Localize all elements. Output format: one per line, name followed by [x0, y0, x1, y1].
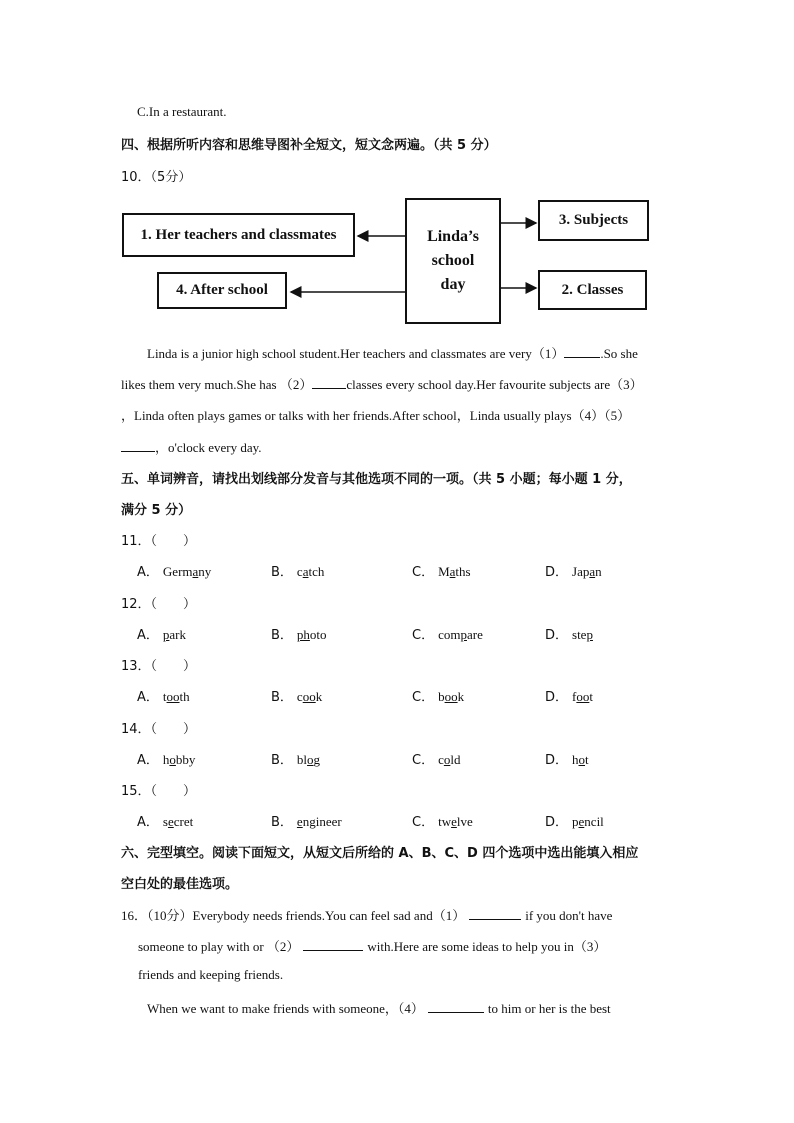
question-number: 12．（ ） — [121, 596, 197, 612]
q9-option-c: C.In a restaurant. — [137, 104, 227, 119]
question-number: 15．（ ） — [121, 784, 197, 799]
diagram-box-teachers: 1. Her teachers and classmates — [122, 213, 355, 257]
q16-blank-2[interactable] — [303, 939, 363, 951]
q16-line-1: 16．（10分）Everybody needs friends.You can feel sad and（1） if you don't have — [121, 908, 613, 923]
option-a[interactable]: A． tooth — [137, 689, 190, 705]
diagram-center-box — [405, 198, 501, 324]
passage-line-3: ，Linda often plays games or talks with her friends.After school，Linda usually plays（4）（5） — [121, 408, 631, 423]
blank-1[interactable] — [564, 346, 600, 358]
option-b[interactable]: B． cook — [271, 689, 323, 705]
option-d[interactable]: D． Japan — [545, 564, 602, 580]
option-b[interactable]: B． engineer — [271, 814, 342, 830]
diagram-arrows — [0, 0, 794, 340]
q10-label: 10．（5分） — [121, 170, 192, 185]
section6-title-2: 空白处的最佳选项。 — [121, 877, 239, 892]
option-c[interactable]: C． twelve — [412, 814, 473, 830]
q16-line-4: When we want to make friends with someone，（4） to him or her is the best — [147, 1001, 611, 1016]
option-c[interactable]: C． cold — [412, 751, 461, 768]
center-line-3: day — [440, 276, 466, 293]
option-c[interactable]: C． book — [412, 689, 465, 705]
section5-title-2: 满分 5 分） — [121, 503, 192, 518]
option-b[interactable]: B． catch — [271, 564, 325, 580]
passage-line-2: likes them very much.She has （2） classes every school day.Her favourite subjects are（3） — [121, 377, 643, 392]
diagram-box-after-school: 4. After school — [157, 272, 287, 309]
q16-line-3: friends and keeping friends. — [138, 967, 284, 982]
q16-blank-4[interactable] — [428, 1001, 484, 1013]
section5-title-1: 五、单词辨音，请找出划线部分发音与其他选项不同的一项。（共 5 小题；每小题 1 分， — [121, 472, 632, 487]
option-d[interactable]: D． pencil — [545, 814, 604, 830]
blank-2[interactable] — [312, 377, 346, 389]
option-a[interactable]: A． Germany — [137, 564, 212, 580]
option-d[interactable]: D． step — [545, 626, 593, 643]
passage-line-4: ，o'clock every day. — [121, 437, 262, 456]
option-c[interactable]: C． compare — [412, 626, 483, 643]
option-d[interactable]: D． hot — [545, 751, 589, 768]
section6-title-1: 六、完型填空。阅读下面短文，从短文后所给的 A、B、C、D 四个选项中选出能填入相应 — [121, 846, 639, 861]
diagram-box-subjects: 3. Subjects — [538, 200, 649, 241]
option-b[interactable]: B． blog — [271, 751, 321, 768]
center-line-2: school — [431, 252, 475, 269]
q16-line-2: someone to play with or （2） with.Here are some ideas to help you in（3） — [138, 939, 607, 954]
passage-line-1: Linda is a junior high school student.Her teachers and classmates are very（1） .So she — [147, 346, 638, 361]
blank-5[interactable] — [121, 440, 155, 452]
option-c[interactable]: C． Maths — [412, 564, 471, 580]
option-d[interactable]: D． foot — [545, 689, 593, 705]
question-number: 14．（ ） — [121, 721, 197, 737]
section4-title: 四、根据所听内容和思维导图补全短文，短文念两遍。（共 5 分） — [121, 138, 497, 153]
diagram-box-classes: 2. Classes — [538, 270, 647, 310]
center-line-1: Linda’s — [427, 228, 479, 245]
question-number: 11．（ ） — [121, 534, 197, 549]
option-a[interactable]: A． secret — [137, 814, 194, 830]
q16-blank-1[interactable] — [469, 908, 521, 920]
option-a[interactable]: A． park — [137, 626, 187, 643]
option-a[interactable]: A． hobby — [137, 751, 196, 768]
question-number: 13．（ ） — [121, 659, 197, 674]
option-b[interactable]: B． photo — [271, 626, 327, 643]
